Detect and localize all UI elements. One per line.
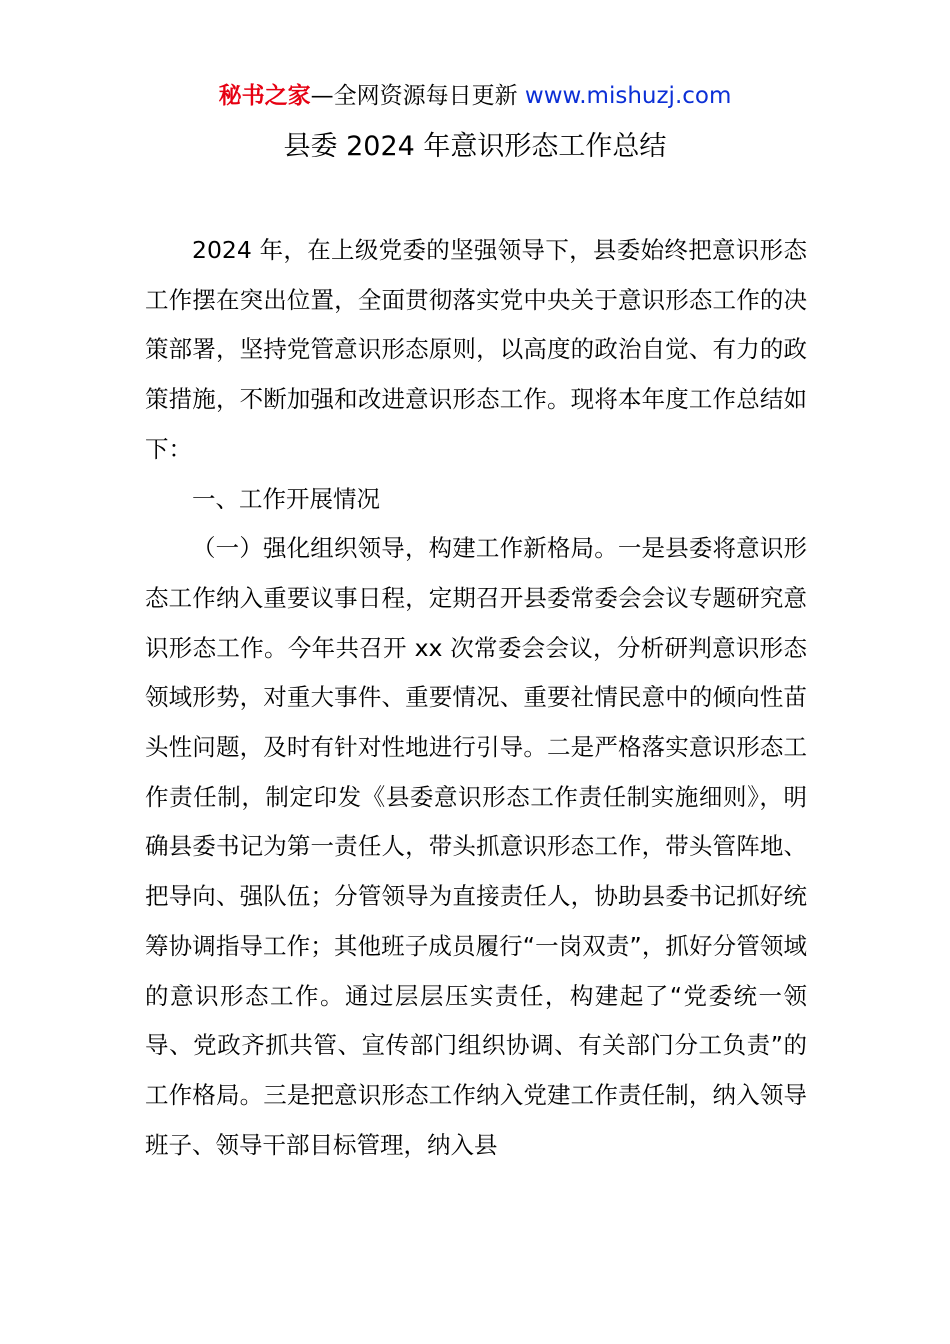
body-paragraph: （一）强化组织领导，构建工作新格局。一是县委将意识形态工作纳入重要议事日程，定期召开县委常委会会议专题研究意识形态工作。今年共召开 xx 次常委会会议，分析研判意识形态领域形势，对重大事件、重要情况、重要社情民意中的倾向性苗头性问题，及时有针对性地进行引导。二是严格落实意识形态工作责任制，制定印发《县委意识形态工作责任制实施细则》，明确县委书记为第一责任人，带头抓意识形态工作，带头管阵地、把导向、强队伍；分管领导为直接责任人，协助县委书记抓好统筹协调指导工作；其他班子成员履行“一岗双责”，抓好分管领域的意识形态工作。通过层层压实责任，构建起了“党委统一领导、党政齐抓共管、宣传部门组织协调、有关部门分工负责”的工作格局。三是把意识形态工作纳入党建工作责任制，纳入领导班子、领导干部目标管理，纳入县 (145, 534, 807, 1159)
section-heading: 一、工作开展情况 (192, 484, 380, 513)
site-url-link[interactable]: www.mishuzj.com (524, 83, 732, 109)
document-title: 县委 2024 年意识形态工作总结 (283, 131, 667, 162)
intro-paragraph: 2024 年，在上级党委的坚强领导下，县委始终把意识形态工作摆在突出位置，全面贯彻落实党中央关于意识形态工作的决策部署，坚持党管意识形态原则，以高度的政治自觉、有力的政策措施，不断加强和改进意识形态工作。现将本年度工作总结如下： (145, 236, 807, 463)
document-body (145, 226, 807, 1170)
site-brand: 秘书之家 (218, 83, 311, 109)
site-header (0, 80, 950, 112)
site-tagline: —全网资源每日更新 (310, 83, 525, 109)
